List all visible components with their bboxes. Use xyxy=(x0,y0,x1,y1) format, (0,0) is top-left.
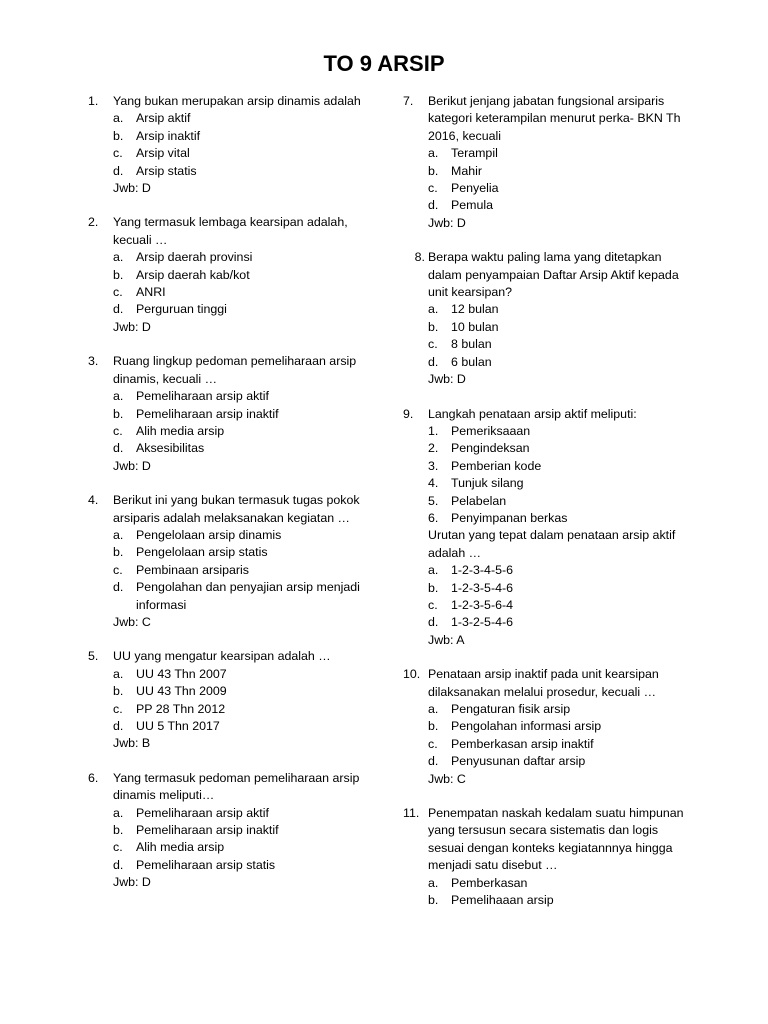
option xyxy=(88,267,378,284)
step xyxy=(403,475,693,492)
option xyxy=(88,718,378,735)
answer: Jwb: B xyxy=(113,736,151,751)
option xyxy=(88,544,378,561)
option-label: a. xyxy=(113,666,124,681)
option xyxy=(403,354,693,371)
option-text: Arsip daerah provinsi xyxy=(136,250,253,265)
step-text: Pemeriksaaan xyxy=(451,423,531,438)
option xyxy=(403,319,693,336)
step-label: 6. xyxy=(428,510,439,525)
option xyxy=(88,128,378,145)
answer: Jwb: D xyxy=(113,181,151,196)
step-label: 2. xyxy=(428,441,439,456)
answer: Jwb: D xyxy=(113,875,151,890)
option-label: c. xyxy=(113,285,123,300)
question-number: 10. xyxy=(403,667,421,682)
option xyxy=(88,579,378,614)
option xyxy=(88,249,378,266)
option-label: a. xyxy=(428,563,439,578)
option-text: 1-3-2-5-4-6 xyxy=(451,615,513,630)
option xyxy=(403,875,693,892)
option-label: d. xyxy=(113,302,124,317)
option-label: d. xyxy=(113,857,124,872)
answer: Jwb: D xyxy=(113,458,151,473)
question-1 xyxy=(88,93,378,197)
option xyxy=(403,145,693,162)
option-text: 1-2-3-5-6-4 xyxy=(451,597,513,612)
option-label: b. xyxy=(113,684,124,699)
step-text: Pelabelan xyxy=(451,493,507,508)
option-text: Pemberkasan arsip inaktif xyxy=(451,736,594,751)
question-2 xyxy=(88,214,378,336)
option-label: a. xyxy=(428,146,439,161)
question-text: Penempatan naskah kedalam suatu himpunan yang tersusun secara sistematis dan logis sesuai dengan konteks kegiatannnya hingga menjadi satu disebut … xyxy=(428,806,684,873)
question-text: UU yang mengatur kearsipan adalah … xyxy=(113,649,331,664)
step-text: Tunjuk silang xyxy=(451,476,524,491)
option xyxy=(88,666,378,683)
question-text: Berikut ini yang bukan termasuk tugas pokok arsiparis adalah melaksanakan kegiatan … xyxy=(113,493,360,525)
option xyxy=(403,736,693,753)
option xyxy=(403,597,693,614)
answer: Jwb: D xyxy=(428,215,466,230)
option-text: UU 43 Thn 2009 xyxy=(136,684,227,699)
option-label: c. xyxy=(113,146,123,161)
option xyxy=(403,180,693,197)
step-text: Pemberian kode xyxy=(451,458,542,473)
option-label: c. xyxy=(113,840,123,855)
question-5 xyxy=(88,648,378,752)
option xyxy=(88,110,378,127)
option-label: d. xyxy=(428,198,439,213)
option-text: 12 bulan xyxy=(451,302,499,317)
answer: Jwb: C xyxy=(113,614,151,629)
option xyxy=(403,614,693,631)
option xyxy=(88,406,378,423)
option-label: a. xyxy=(113,389,124,404)
question-number: 8. xyxy=(414,250,425,265)
step-label: 1. xyxy=(428,423,439,438)
option-text: Pengolahan informasi arsip xyxy=(451,719,602,734)
option-text: 8 bulan xyxy=(451,337,492,352)
option-label: b. xyxy=(428,319,439,334)
option-text: Pengelolaan arsip dinamis xyxy=(136,527,282,542)
option-text: Pemeliharaan arsip aktif xyxy=(136,805,269,820)
option-text: Alih media arsip xyxy=(136,840,225,855)
option-label: a. xyxy=(113,527,124,542)
option-label: a. xyxy=(113,805,124,820)
answer: Jwb: D xyxy=(428,372,466,387)
option-label: a. xyxy=(428,875,439,890)
option xyxy=(403,163,693,180)
option-label: c. xyxy=(113,423,123,438)
option-text: Pemeliharaan arsip statis xyxy=(136,857,276,872)
option xyxy=(88,423,378,440)
question-6 xyxy=(88,770,378,892)
question-text: Ruang lingkup pedoman pemeliharaan arsip dinamis, kecuali … xyxy=(113,354,357,386)
option-text: Aksesibilitas xyxy=(136,441,205,456)
question-number: 3. xyxy=(88,354,99,369)
step-label: 4. xyxy=(428,476,439,491)
option xyxy=(403,197,693,214)
option-text: Penyelia xyxy=(451,181,499,196)
option-label: b. xyxy=(113,545,124,560)
option xyxy=(403,301,693,318)
option-label: d. xyxy=(428,354,439,369)
option-label: b. xyxy=(113,823,124,838)
option-label: d. xyxy=(113,441,124,456)
option xyxy=(88,562,378,579)
option xyxy=(403,753,693,770)
option xyxy=(88,857,378,874)
option xyxy=(403,892,693,909)
step-label: 3. xyxy=(428,458,439,473)
step xyxy=(403,440,693,457)
answer: Jwb: D xyxy=(113,319,151,334)
option-text: Arsip daerah kab/kot xyxy=(136,267,250,282)
option xyxy=(88,527,378,544)
option-text: Terampil xyxy=(451,146,498,161)
question-text: Penataan arsip inaktif pada unit kearsipan dilaksanakan melalui prosedur, kecuali … xyxy=(428,667,659,699)
option-label: b. xyxy=(428,163,439,178)
option-label: d. xyxy=(428,754,439,769)
question-text: Langkah penataan arsip aktif meliputi: xyxy=(428,406,637,421)
option-text: Pembinaan arsiparis xyxy=(136,562,249,577)
option-label: c. xyxy=(428,597,438,612)
step-label: 5. xyxy=(428,493,439,508)
page-title: TO 9 ARSIP xyxy=(323,51,445,76)
option-label: b. xyxy=(428,719,439,734)
option-label: d. xyxy=(113,580,124,595)
option-text: Alih media arsip xyxy=(136,423,225,438)
option-text: 1-2-3-4-5-6 xyxy=(451,563,513,578)
option xyxy=(88,284,378,301)
question-number: 11. xyxy=(403,806,420,821)
option xyxy=(88,701,378,718)
question-8 xyxy=(403,249,693,388)
option xyxy=(88,839,378,856)
option-label: b. xyxy=(113,128,124,143)
left-column xyxy=(88,93,378,909)
option-text: Pemelihaaan arsip xyxy=(451,893,554,908)
option xyxy=(88,163,378,180)
option-label: b. xyxy=(428,580,439,595)
option-text: Perguruan tinggi xyxy=(136,302,227,317)
question-number: 9. xyxy=(403,406,414,421)
question-7 xyxy=(403,93,693,232)
option xyxy=(88,388,378,405)
question-text: Berikut jenjang jabatan fungsional arsiparis kategori keterampilan menurut perka- BKN Th 2016, kecuali xyxy=(428,94,681,143)
option xyxy=(403,701,693,718)
option-text: Arsip vital xyxy=(136,146,190,161)
question-number: 4. xyxy=(88,493,99,508)
answer: Jwb: C xyxy=(428,771,466,786)
option xyxy=(88,145,378,162)
option xyxy=(88,805,378,822)
option-text: Penyusunan daftar arsip xyxy=(451,754,586,769)
option-text: Pengolahan dan penyajian arsip menjadi informasi xyxy=(136,580,360,612)
question-text: Yang bukan merupakan arsip dinamis adalah xyxy=(113,94,361,108)
question-10 xyxy=(403,666,693,788)
option xyxy=(403,336,693,353)
option-label: a. xyxy=(428,702,439,716)
option-label: b. xyxy=(113,406,124,421)
option-text: PP 28 Thn 2012 xyxy=(136,701,226,716)
step xyxy=(403,510,693,527)
option-label: c. xyxy=(113,701,123,716)
question-11 xyxy=(403,805,693,909)
option-text: UU 5 Thn 2017 xyxy=(136,719,220,733)
option-label: a. xyxy=(113,111,124,126)
option xyxy=(403,562,693,579)
question-text: Berapa waktu paling lama yang ditetapkan dalam penyampaian Daftar Arsip Aktif kepada unit kearsipan? xyxy=(428,250,679,300)
option xyxy=(88,440,378,457)
option-text: Pengelolaan arsip statis xyxy=(136,545,268,560)
option-text: 10 bulan xyxy=(451,319,499,334)
option-label: c. xyxy=(113,562,123,577)
step-text: Pengindeksan xyxy=(451,441,530,456)
option xyxy=(88,822,378,839)
option-label: b. xyxy=(113,267,124,282)
question-text: Yang termasuk lembaga kearsipan adalah, kecuali … xyxy=(113,215,348,247)
question-subtext: Urutan yang tepat dalam penataan arsip aktif adalah … xyxy=(428,528,676,560)
option-text: 6 bulan xyxy=(451,354,492,369)
option xyxy=(88,683,378,700)
option-text: Pengaturan fisik arsip xyxy=(451,702,571,716)
option-text: ANRI xyxy=(136,285,166,300)
answer: Jwb: A xyxy=(428,632,465,647)
option-text: Pemberkasan xyxy=(451,875,528,890)
option xyxy=(403,580,693,597)
question-9 xyxy=(403,406,693,650)
option-text: Arsip statis xyxy=(136,163,197,178)
option-text: UU 43 Thn 2007 xyxy=(136,666,227,681)
option-label: a. xyxy=(428,302,439,317)
step xyxy=(403,458,693,475)
step xyxy=(403,493,693,510)
option-text: Mahir xyxy=(451,163,482,178)
option-text: Arsip inaktif xyxy=(136,128,201,143)
option-label: d. xyxy=(113,719,124,733)
option-label: b. xyxy=(428,893,439,908)
question-number: 1. xyxy=(88,94,99,108)
option-text: Pemeliharaan arsip inaktif xyxy=(136,406,279,421)
option-label: c. xyxy=(428,736,438,751)
option xyxy=(403,718,693,735)
question-number: 2. xyxy=(88,215,99,230)
option-text: Pemula xyxy=(451,198,494,213)
option-label: c. xyxy=(428,181,438,196)
question-text: Yang termasuk pedoman pemeliharaan arsip dinamis meliputi… xyxy=(113,770,360,803)
step-text: Penyimpanan berkas xyxy=(451,510,568,525)
question-number: 5. xyxy=(88,649,99,664)
option-label: a. xyxy=(113,250,124,265)
option-text: Pemeliharaan arsip inaktif xyxy=(136,823,279,838)
option-text: 1-2-3-5-4-6 xyxy=(451,580,513,595)
question-4 xyxy=(88,492,378,631)
question-3 xyxy=(88,353,378,475)
step xyxy=(403,423,693,440)
option-text: Pemeliharaan arsip aktif xyxy=(136,389,269,404)
option-text: Arsip aktif xyxy=(136,111,191,126)
option-label: c. xyxy=(428,337,438,352)
option xyxy=(88,301,378,318)
question-number: 7. xyxy=(403,94,414,108)
right-column xyxy=(403,93,693,926)
question-number: 6. xyxy=(88,770,99,785)
option-label: d. xyxy=(428,615,439,630)
option-label: d. xyxy=(113,163,124,178)
